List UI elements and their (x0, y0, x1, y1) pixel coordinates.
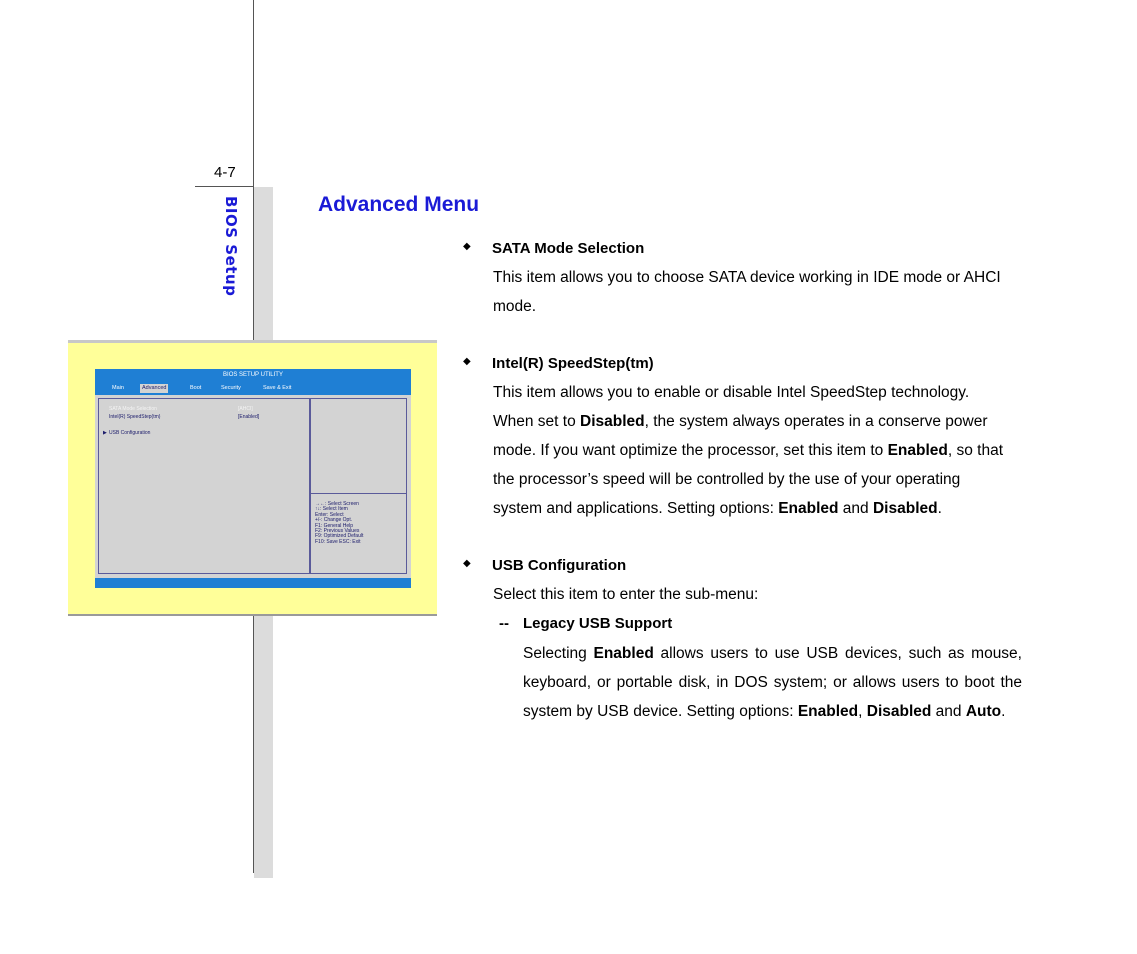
bios-help-panel (315, 502, 363, 545)
bios-help-line: F2: Previous Values (315, 528, 360, 535)
bold-term: Disabled (872, 500, 938, 517)
bios-help-line: →←: Select Screen (315, 501, 359, 507)
bios-help-line: F1: General Help (315, 522, 354, 529)
section-label-text: BIOS Setup (222, 196, 240, 297)
bios-content-frame (98, 398, 407, 574)
text-run: and (931, 703, 966, 720)
text-run: . (937, 500, 942, 517)
bios-row-speedstep-value: [Enabled] (238, 414, 260, 420)
bold-term: Enabled (797, 703, 859, 720)
bold-term: Auto (965, 703, 1002, 720)
sub-item-title-legacy-usb: Legacy USB Support (523, 615, 673, 632)
item-title-usb: USB Configuration (492, 557, 627, 574)
bios-title: BIOS SETUP UTILITY (223, 372, 283, 378)
bold-term: Disabled (580, 413, 645, 430)
bios-submenu-arrow-icon: ▶ (103, 430, 107, 436)
bold-term: Enabled (593, 645, 654, 662)
bullet-diamond-icon: ◆ (463, 356, 471, 367)
text-run: allows users to use USB devices, such as mouse, keyboard, or portable disk, in DOS system; or allows users to boot the system by USB device. Setting options: (523, 645, 1022, 720)
bullet-diamond-icon: ◆ (463, 558, 471, 569)
text-run: and (838, 500, 873, 517)
bios-tab-advanced: Advanced (142, 385, 167, 391)
text-run: Selecting (523, 645, 594, 662)
item-text-sata: This item allows you to choose SATA device working in IDE mode or AHCI mode. (493, 269, 1001, 315)
bold-term: Enabled (887, 442, 948, 459)
bios-help-line: ↑↓: Select Item (315, 506, 348, 513)
sub-item-dash: -- (499, 615, 509, 632)
page-heading: Advanced Menu (318, 193, 480, 216)
bios-screenshot (95, 369, 411, 588)
bios-row-sata-value: [AHCI] (238, 406, 253, 412)
item-text-usb: Select this item to enter the sub-menu: (493, 586, 759, 603)
bios-row-speedstep-label: Intel(R) SpeedStep(tm) (109, 414, 161, 420)
text-run: , the system always operates in a conserve power mode. If you want optimize the processor, set this item to (493, 413, 988, 459)
bios-help-separator (311, 493, 407, 494)
bios-submenu-usb: USB Configuration (109, 430, 151, 436)
bios-tab-security: Security (221, 385, 241, 391)
bios-help-line: +/-: Change Opt. (315, 517, 353, 524)
bios-tabs (95, 384, 411, 393)
text-run: . (1001, 703, 1006, 720)
text-run: , so that the processor’s speed will be controlled by the use of your operating system and applications. Setting options: (493, 442, 1004, 517)
page-number-rule (195, 186, 254, 187)
item-text-speedstep (493, 378, 1013, 523)
sub-item-text-legacy-usb (523, 639, 1022, 726)
text-run: , (858, 703, 867, 720)
page-number: 4-7 (214, 164, 236, 181)
bios-help-line: F10: Save ESC: Exit (315, 538, 361, 545)
bios-row-sata-label: SATA Mode Selection (109, 406, 157, 412)
bold-term: Enabled (778, 500, 839, 517)
bios-help-line: Enter: Select (315, 511, 344, 518)
bios-divider (309, 398, 311, 574)
bios-footer-bar (95, 578, 411, 588)
bios-tab-save-exit: Save & Exit (263, 385, 292, 391)
bullet-diamond-icon: ◆ (463, 241, 471, 252)
item-title-sata: SATA Mode Selection (492, 240, 645, 257)
section-label (220, 196, 240, 300)
text-run: This item allows you to enable or disable Intel SpeedStep technology. When set to (493, 384, 970, 430)
bios-header-bar (95, 369, 411, 395)
bios-help-line: F9: Optimized Default (315, 533, 364, 540)
bold-term: Disabled (866, 703, 932, 720)
bios-tab-boot: Boot (190, 385, 202, 391)
item-title-speedstep: Intel(R) SpeedStep(tm) (492, 355, 654, 372)
bios-tab-main: Main (112, 385, 124, 391)
